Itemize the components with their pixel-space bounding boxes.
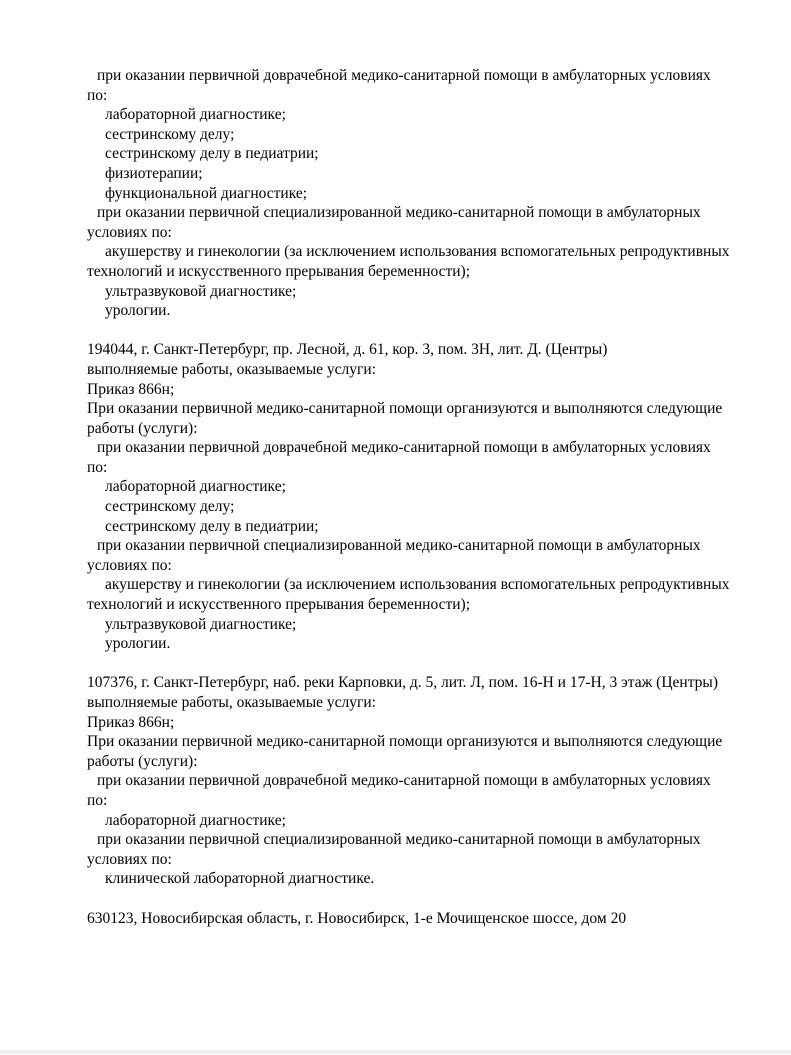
doc-line: работы (услуги): [87,752,198,770]
doc-line: урологии. [105,635,171,653]
doc-blank-line [87,321,751,341]
doc-line: при оказании первичной доврачебной медико-санитарной помощи в амбулаторных условиях [97,67,711,84]
doc-line: технологий и искусственного прерывания беременности); [87,262,471,280]
doc-line: акушерству и гинекологии (за исключением использования вспомогательных репродуктивных [105,243,730,261]
doc-line: Приказ 866н; [87,713,175,731]
document-text-body [87,66,751,928]
doc-blank-line [87,889,751,909]
doc-line: ультразвуковой диагностике; [105,615,297,633]
doc-line: работы (услуги): [87,419,198,437]
doc-line: урологии. [105,302,171,320]
doc-line: при оказании первичной доврачебной медико-санитарной помощи в амбулаторных условиях [97,439,711,457]
doc-line: при оказании первичной специализированной медико-санитарной помощи в амбулаторных [97,204,701,222]
doc-line: функциональной диагностике; [105,184,308,202]
doc-line: при оказании первичной специализированной медико-санитарной помощи в амбулаторных [97,537,701,555]
doc-line: 107376, г. Санкт-Петербург, наб. реки Карповки, д. 5, лит. Л, пом. 16-Н и 17-Н, 3 этаж (Центры) [87,674,718,692]
doc-line: При оказании первичной медико-санитарной помощи организуются и выполняются следующие [87,733,723,751]
doc-line: лабораторной диагностике; [105,106,286,124]
doc-line: при оказании первичной доврачебной медико-санитарной помощи в амбулаторных условиях [97,772,711,790]
doc-line: Приказ 866н; [87,380,175,398]
doc-line: 194044, г. Санкт-Петербург, пр. Лесной, д. 61, кор. 3, пом. 3Н, лит. Д. (Центры) [87,341,608,359]
doc-line: 630123, Новосибирская область, г. Новосибирск, 1-е Мочищенское шоссе, дом 20 [87,909,627,927]
doc-line: сестринскому делу в педиатрии; [105,145,319,163]
doc-line: условиях по: [87,850,172,868]
doc-line: лабораторной диагностике; [105,478,286,496]
doc-line: условиях по: [87,556,172,574]
doc-line: сестринскому делу; [105,125,235,143]
doc-blank-line [87,654,751,674]
doc-line: по: [87,791,108,809]
doc-line: выполняемые работы, оказываемые услуги: [87,360,376,378]
doc-line: При оказании первичной медико-санитарной помощи организуются и выполняются следующие [87,400,723,418]
footer-divider [0,1050,791,1054]
doc-line: физиотерапии; [105,164,203,182]
doc-line: сестринскому делу; [105,498,235,516]
doc-line: клинической лабораторной диагностике. [105,870,375,888]
doc-line: технологий и искусственного прерывания беременности); [87,596,471,614]
doc-line: условиях по: [87,223,172,241]
doc-line: ультразвуковой диагностике; [105,282,297,300]
doc-line: акушерству и гинекологии (за исключением использования вспомогательных репродуктивных [105,576,730,594]
doc-line: при оказании первичной специализированной медико-санитарной помощи в амбулаторных [97,831,701,849]
doc-line: по: [87,86,108,104]
doc-line: по: [87,458,108,476]
doc-line: сестринскому делу в педиатрии; [105,517,319,535]
doc-line: выполняемые работы, оказываемые услуги: [87,694,376,711]
doc-line: лабораторной диагностике; [105,811,286,829]
